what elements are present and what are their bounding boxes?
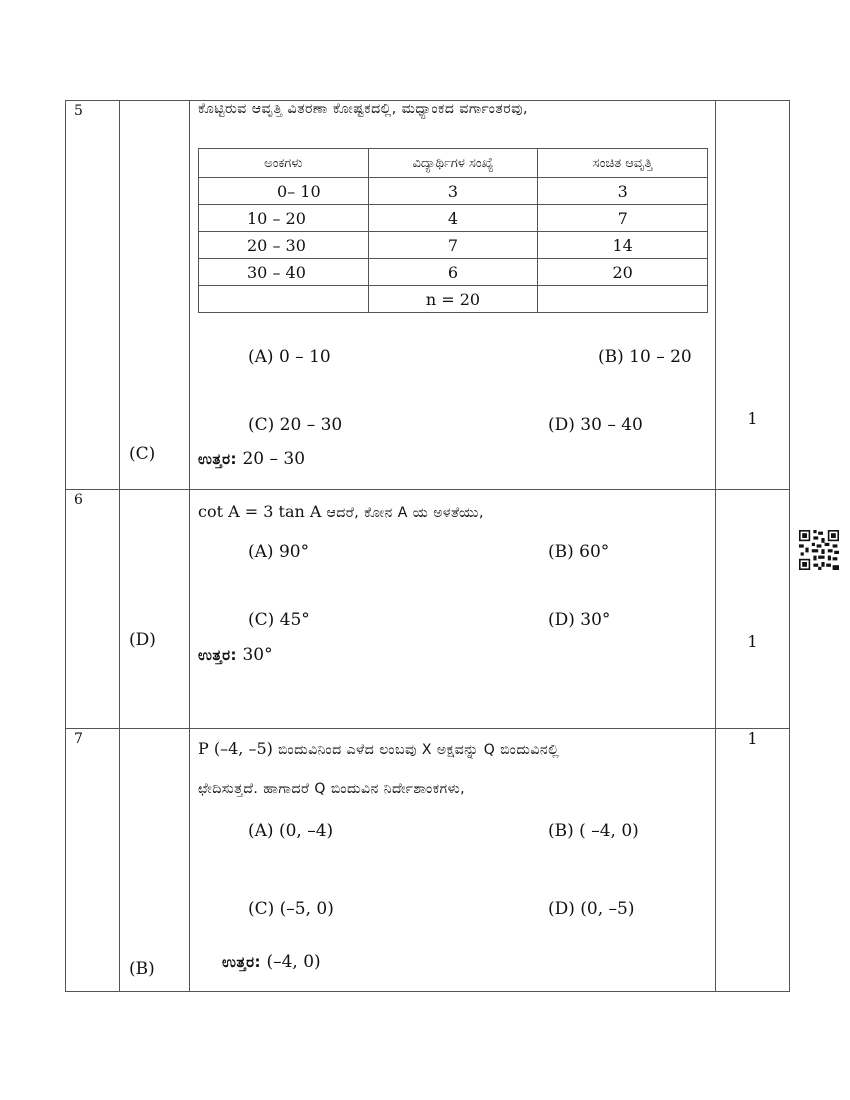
stem-math: P (–4, –5)	[198, 739, 273, 758]
option-a: (A) (0, –4)	[248, 821, 334, 841]
frequency-table	[198, 148, 708, 313]
question-stem: ಕೊಟ್ಟಿರುವ ಆವೃತ್ತಿ ವಿತರಣಾ ಕೋಷ್ಟಕದಲ್ಲಿ, ಮಧ್ಯಾಂಕದ ವರ್ಗಾಂತರವು,	[198, 101, 528, 117]
table-header: ವಿದ್ಯಾರ್ಥಿಗಳ ಸಂಖ್ಯೆ	[368, 149, 538, 178]
qr-code-icon	[799, 530, 839, 570]
option-b: (B) 60°	[548, 542, 610, 562]
answer-label: ಉತ್ತರ:	[222, 953, 262, 971]
stem-math: cot A = 3 tan A	[198, 502, 322, 521]
question-number: 7	[74, 731, 83, 747]
answer-key-table	[65, 100, 790, 992]
answer-letter: (D)	[129, 630, 156, 650]
answer-text: (–4, 0)	[266, 952, 321, 972]
table-row: n = 20	[199, 286, 708, 313]
question-number: 5	[74, 103, 83, 119]
answer-label: ಉತ್ತರ:	[198, 646, 238, 664]
table-row: 10 – 20 4 7	[199, 205, 708, 232]
table-row: 20 – 30 7 14	[199, 232, 708, 259]
answer-text: 20 – 30	[242, 449, 306, 469]
option-b: (B) 10 – 20	[598, 347, 692, 367]
option-c: (C) 45°	[248, 610, 310, 630]
option-d: (D) 30°	[548, 610, 611, 630]
question-row-7	[66, 729, 790, 992]
marks: 1	[747, 409, 758, 428]
option-b: (B) ( –4, 0)	[548, 821, 639, 841]
answer-letter: (B)	[129, 959, 155, 979]
table-row: 0– 10 3 3	[199, 178, 708, 205]
answer-line	[198, 449, 305, 469]
stem-text: ಬಿಂದುವಿನಿಂದ ಎಳೆದ ಲಂಬವು X ಅಕ್ಷವನ್ನು Q ಬಿಂದುವಿನಲ್ಲಿ	[277, 742, 560, 758]
option-d: (D) 30 – 40	[548, 415, 643, 435]
answer-line	[222, 952, 321, 972]
answer-line	[198, 645, 273, 665]
answer-letter: (C)	[129, 444, 156, 464]
question-row-6	[66, 490, 790, 729]
table-header: ಸಂಚಿತ ಆವೃತ್ತಿ	[538, 149, 708, 178]
marks: 1	[747, 729, 758, 748]
option-c: (C) (–5, 0)	[248, 899, 334, 919]
table-row: 30 – 40 6 20	[199, 259, 708, 286]
option-a: (A) 0 – 10	[248, 347, 331, 367]
answer-label: ಉತ್ತರ:	[198, 450, 238, 468]
marks: 1	[747, 632, 758, 651]
question-number: 6	[74, 492, 83, 508]
question-stem-line1	[198, 739, 559, 758]
option-d: (D) (0, –5)	[548, 899, 635, 919]
table-header: ಅಂಕಗಳು	[199, 149, 369, 178]
option-a: (A) 90°	[248, 542, 310, 562]
question-row-5	[66, 101, 790, 490]
question-stem-line2: ಛೇದಿಸುತ್ತದೆ. ಹಾಗಾದರೆ Q ಬಿಂದುವಿನ ನಿರ್ದೇಶಾಂಕಗಳು,	[198, 781, 466, 797]
answer-text: 30°	[242, 645, 273, 665]
question-stem	[198, 502, 484, 521]
option-c: (C) 20 – 30	[248, 415, 343, 435]
stem-text: ಆದರೆ, ಕೋನ A ಯ ಅಳತೆಯು,	[326, 505, 484, 521]
